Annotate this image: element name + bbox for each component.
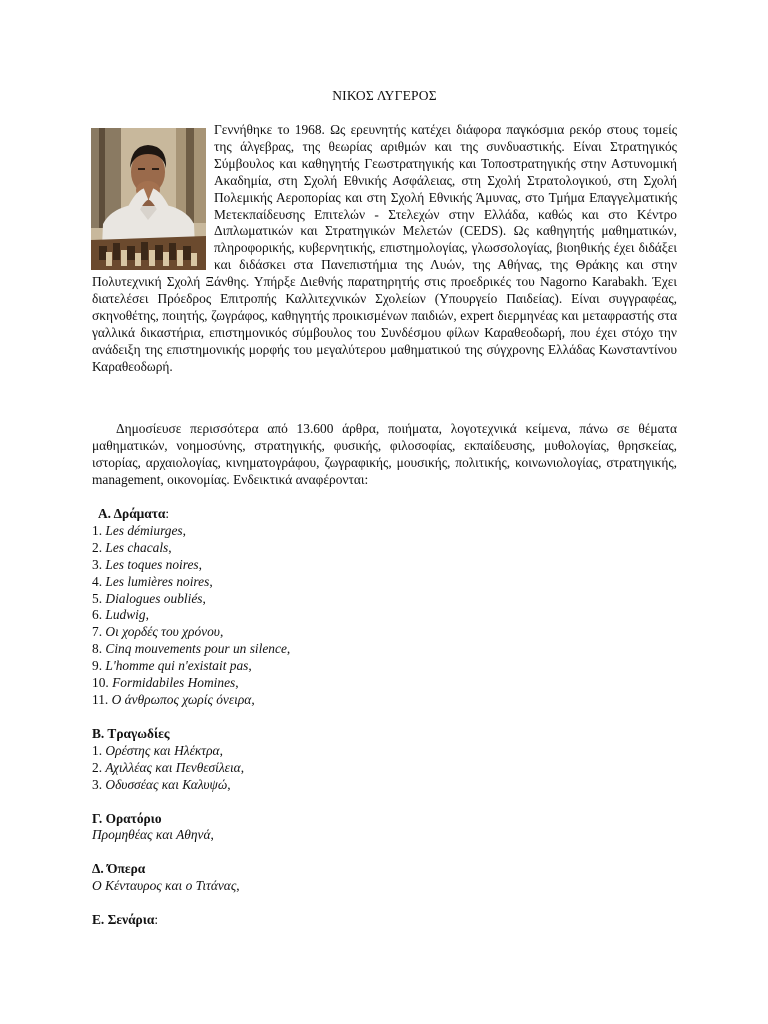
list-item [92,641,677,658]
list-item-title: Les démiurges [105,522,183,538]
list-item-separator: , [240,759,245,775]
list-item-separator: , [168,539,172,555]
list-item-title: Οδυσσέας και Καλυψώ [105,776,228,792]
list-item-separator: , [202,590,206,606]
list-item-title: Οι χορδές του χρόνου [105,624,220,640]
section-heading-screenplays: Ε. Σενάρια: [92,912,159,928]
list-item-title: Αχιλλέας και Πενθεσίλεια [105,759,241,775]
list-item-title: L'homme qui n'existait pas [105,658,249,674]
list-item [92,675,677,692]
list-item [92,743,677,760]
list-item-title: Formidabiles Homines [112,675,236,691]
list-item [92,591,677,608]
list-item-number: 10. [92,675,109,691]
list-item [92,760,677,777]
list-item-separator: , [251,691,255,707]
list-item [92,540,677,557]
list-item [92,607,677,624]
list-item-number: 7. [92,624,103,640]
list-item-title: Ludwig [105,607,146,623]
dramas-list [92,523,677,709]
list-item-separator: , [182,522,187,538]
list-item-number: 2. [92,539,103,555]
list-item-number: 4. [92,573,103,589]
photo-spacer [92,122,214,264]
list-item [92,574,677,591]
list-item-number: 8. [92,641,103,657]
publications-paragraph: Δημοσίευσε περισσότερα από 13.600 άρθρα, ποιήματα, λογοτεχνικά κείμενα, πάνω σε θέματα μαθηματικών, νοημοσύνης, στρατηγικής, φυσικής, φιλοσοφίας, εκπαίδευσης, μυθολογίας, θρησκείας, ιστορίας, αρχαιολογίας, κινηματογράφου, ζωγραφικής, μουσικής, πολιτικής, κοινωνιολογίας, στρατηγικής, management, οικονομίας. Ενδεικτικά αναφέρονται: [92,421,677,487]
list-item-separator: , [209,573,213,589]
list-item-separator: , [286,641,291,657]
list-item-title: Ο άνθρωπος χωρίς όνειρα [111,691,252,707]
tragedies-list [92,743,677,794]
list-item: Προμηθέας και Αθηνά, [92,827,214,843]
list-item-number: 5. [92,590,103,606]
section-heading-dramas: Α. Δράματα: [98,506,170,521]
list-item-separator: , [235,675,239,691]
list-item [92,658,677,675]
list-item [92,692,677,709]
biography-paragraph [92,122,677,376]
list-item-number: 3. [92,776,103,792]
list-item-separator: , [198,556,203,572]
list-item-title: Les chacals [105,539,169,555]
list-item [92,624,677,641]
biography-text: Γεννήθηκε το 1968. Ως ερευνητής κατέχει διάφορα παγκόσμια ρεκόρ στους τομείς της άλγεβρας, της θεωρίας αριθμών και της συνδυαστικής. Είναι Στρατηγικός Σύμβουλος και καθηγητής Γεωστρατηγικής και Τοποστρατηγικής στην Αστυνομική Ακαδημία, στη Σχολή Εθνικής Ασφάλειας, στη Σχολή Στρατολογικού, στη Σχολή Πολεμικής Αεροπορίας και στη Σχολή Εθνικής Άμυνας, στο Τμήμα Επαγγελματικής Μετεκπαίδευσης Επιτελών - Στελεχών στην Ελλάδα, καθώς και στο Κέντρο Διπλωματικών και Στρατηγικών Μελετών (CEDS). Ως καθηγητής μαθηματικών, πληροφορικής, κυβερνητικής, επιστημολογίας, γλωσσολογίας, βιοηθικής έχει διδάξει και διδάσκει στα Πανεπιστήμια της Λυών, της Αθήνας, της Θράκης και στην Πολυτεχνική Σχολή Ξάνθης. Υπήρξε Διεθνής παρατηρητής στις προεδρικές του Nagorno Karabakh. Έχει διατελέσει Πρόεδρος Επιτροπής Καλλιτεχνικών Σχολείων (Υπουργείο Παιδείας). Είναι συγγραφέας, σκηνοθέτης, ποιητής, ζωγράφος, καθηγητής προικισμένων παιδιών, expert διερμηνέας και μεταφραστής στα γαλλικά δικαστήρια, επιστημονικός σύμβουλος του Συνδέσμου φίλων Καραθεοδωρή, που έχει στόχο την ανάδειξη της επιστημονικής μορφής του μεγαλύτερου μαθηματικού της σύγχρονης Ελλάδας Κωνσταντίνου Καραθεοδωρή. [92,122,677,374]
list-item-title: Les lumières noires [105,573,210,589]
works-list [92,506,677,929]
list-item-separator: , [219,742,223,758]
list-item-number: 9. [92,658,103,674]
list-item-number: 1. [92,742,103,758]
list-item-separator: , [227,776,231,792]
list-item-number: 1. [92,522,103,538]
list-item [92,777,677,794]
list-item-title: Ορέστης και Ηλέκτρα [105,742,220,758]
list-item-separator: , [219,624,224,640]
list-item-separator: , [248,658,252,674]
list-item-title: Dialogues oubliés [105,590,203,606]
page-title: ΝΙΚΟΣ ΛΥΓΕΡΟΣ [332,88,437,103]
list-item-number: 3. [92,556,103,572]
list-item-number: 2. [92,759,103,775]
list-item [92,523,677,540]
list-item: Ο Κένταυρος και ο Τιτάνας, [92,878,240,894]
list-item-separator: , [145,607,149,623]
section-heading-tragedies: Β. Τραγωδίες [92,725,170,741]
list-item-title: Les toques noires [105,556,199,572]
list-item-title: Cinq mouvements pour un silence [105,641,287,657]
section-heading-opera: Δ. Όπερα [92,861,146,877]
list-item-number: 11. [92,691,109,707]
list-item [92,557,677,574]
list-item-number: 6. [92,607,103,623]
section-heading-oratorio: Γ. Ορατόριο [92,810,162,826]
